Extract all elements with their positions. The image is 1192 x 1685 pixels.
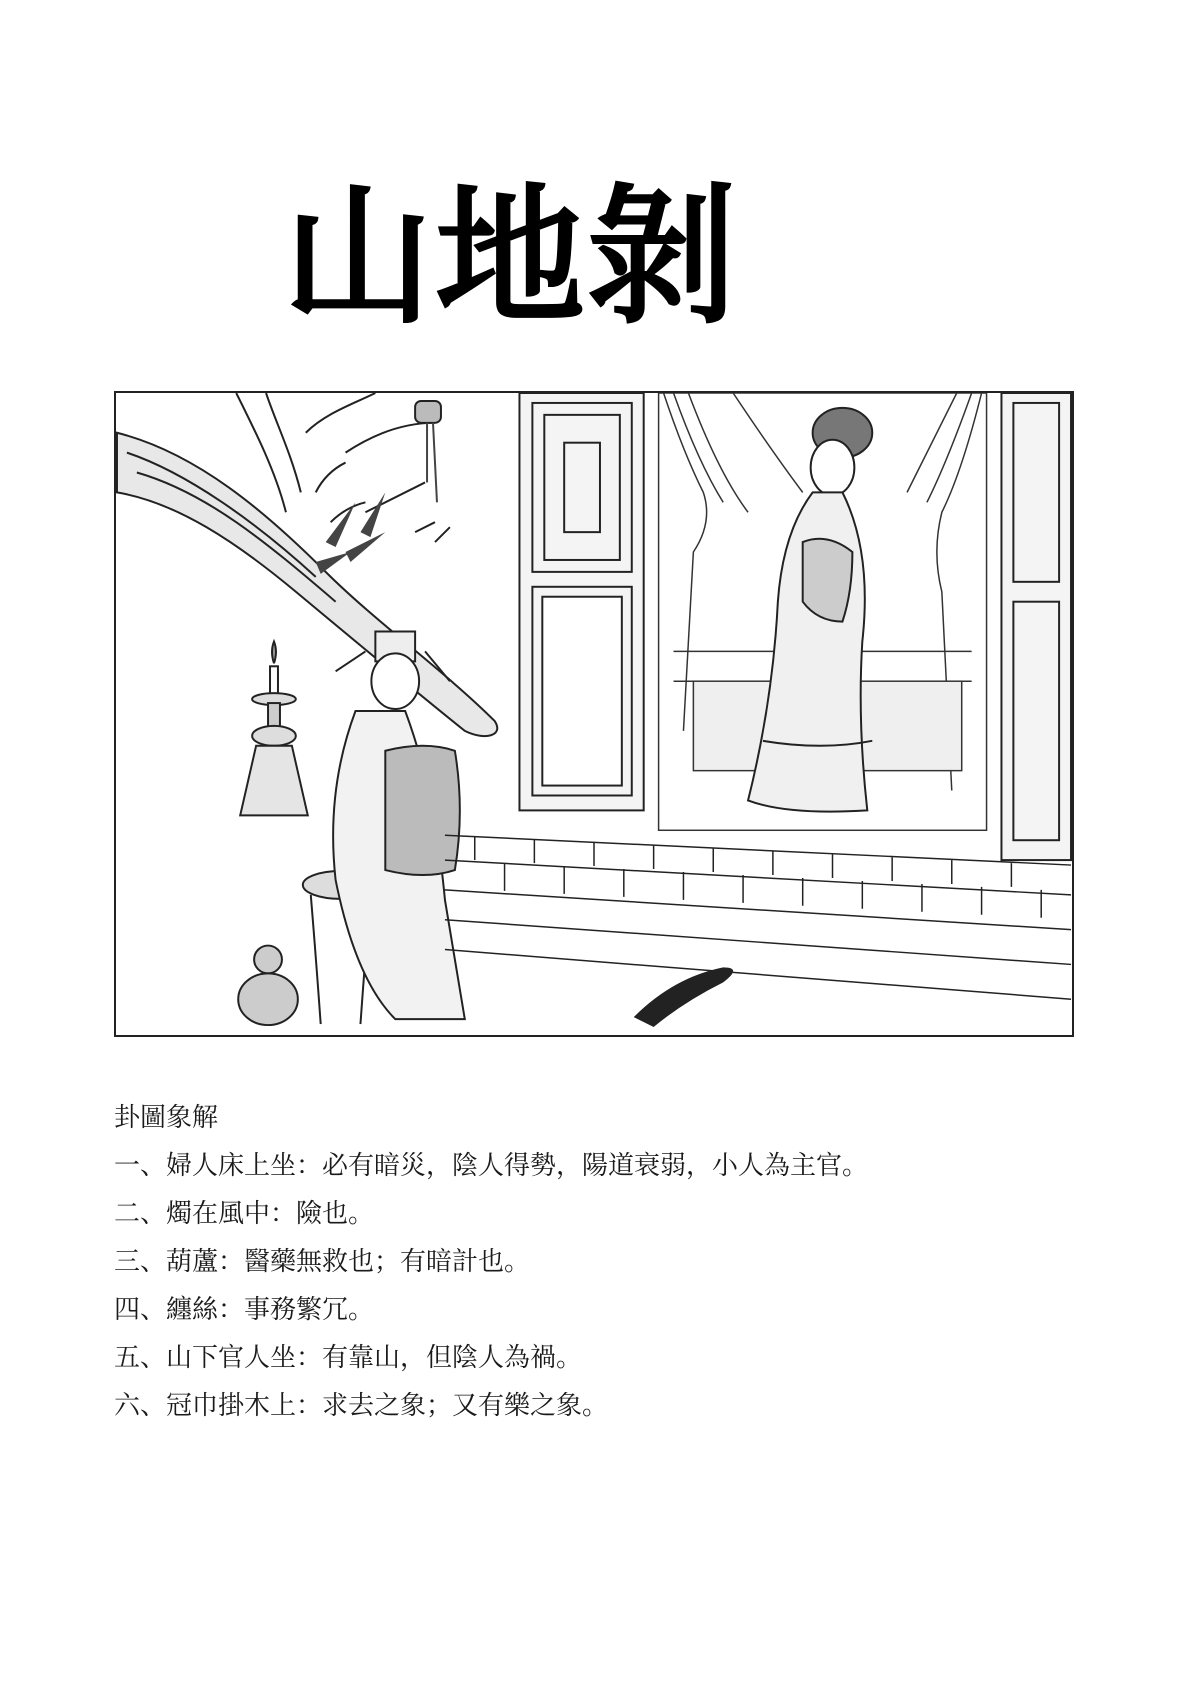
- candle-icon: [240, 641, 308, 815]
- interpretation-heading: 卦圖象解: [114, 1103, 219, 1133]
- hexagram-interpretation: [114, 1094, 1074, 1430]
- interpretation-item-4: 四、纏絲：事務繁冗。: [114, 1295, 375, 1325]
- interpretation-item-5: 五、山下官人坐：有靠山，但陰人為禍。: [114, 1343, 583, 1373]
- page-title: 山地剝: [283, 171, 740, 345]
- bamboo-leaves-icon: [316, 492, 386, 573]
- interpretation-item-6: 六、冠巾掛木上：求去之象；又有樂之象。: [114, 1391, 609, 1421]
- silk-thread-icon: [634, 967, 733, 1027]
- hexagram-illustration: [114, 391, 1074, 1037]
- line-drawing-illustration: [116, 393, 1072, 1035]
- hat-on-tree-icon: [415, 401, 441, 502]
- tree-icon: [117, 393, 497, 736]
- interpretation-item-1: 一、婦人床上坐：必有暗災，陰人得勢，陽道衰弱，小人為主官。: [114, 1151, 869, 1181]
- steps-icon: [445, 835, 1071, 999]
- gourd-icon: [238, 946, 298, 1026]
- lady-figure-icon: [748, 408, 872, 812]
- interpretation-item-2: 二、燭在風中：險也。: [114, 1199, 375, 1229]
- interpretation-item-3: 三、葫蘆：醫藥無救也；有暗計也。: [114, 1247, 531, 1277]
- window-panel-icon: [1001, 393, 1071, 860]
- door-icon: [519, 393, 643, 810]
